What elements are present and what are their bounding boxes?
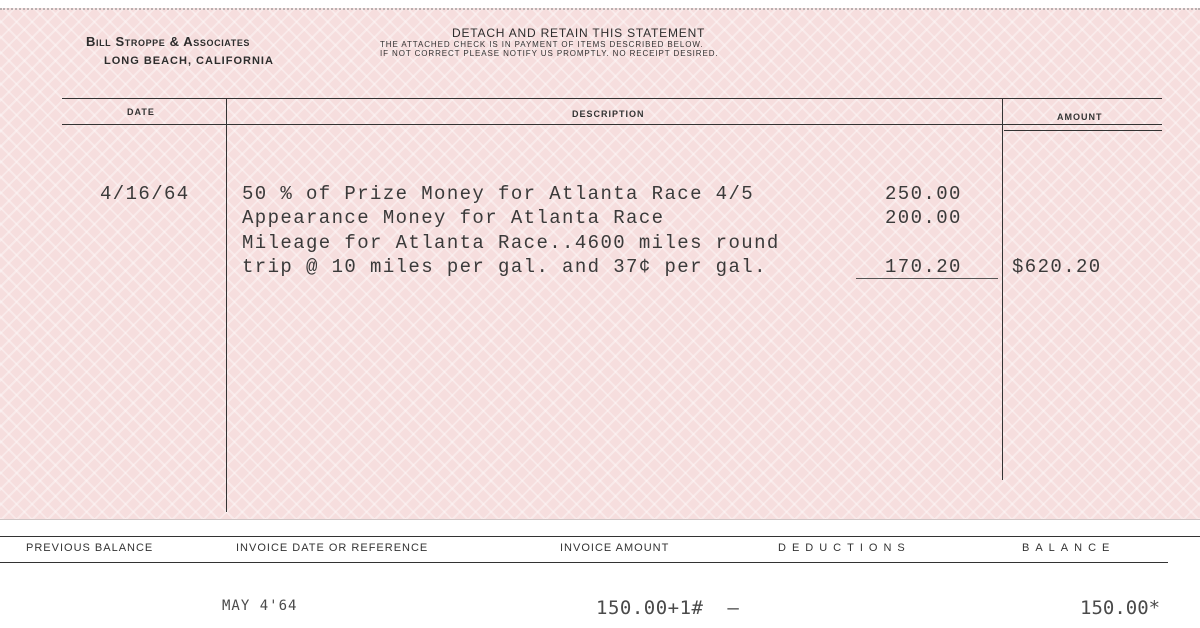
- perforation-bottom: [0, 519, 1200, 520]
- date-column-header: DATE: [127, 107, 155, 117]
- payment-notice-line-1: THE ATTACHED CHECK IS IN PAYMENT OF ITEMS DESCRIBED BELOW.: [380, 40, 704, 49]
- amount-column-header: AMOUNT: [1057, 112, 1103, 122]
- stamp-date: MAY 4'64: [222, 598, 298, 614]
- subtotal-underline: [856, 278, 998, 279]
- description-column-header: DESCRIPTION: [572, 109, 645, 119]
- previous-balance-header: PREVIOUS BALANCE: [26, 542, 154, 554]
- company-name: Bill Stroppe & Associates: [86, 34, 251, 49]
- company-city: LONG BEACH, CALIFORNIA: [104, 55, 274, 67]
- deductions-header: DEDUCTIONS: [778, 542, 911, 554]
- invoice-amount-header: INVOICE AMOUNT: [560, 542, 670, 554]
- amount-column-divider: [1002, 98, 1003, 480]
- stamp-calculation: 150.00+1# –: [596, 597, 740, 619]
- date-column-divider: [226, 98, 227, 512]
- total-amount: $620.20: [1012, 256, 1102, 278]
- entry-line-3: Mileage for Atlanta Race..4600 miles round: [242, 232, 780, 254]
- footer-header-rule: [0, 562, 1168, 563]
- entry-line-1: 50 % of Prize Money for Atlanta Race 4/5: [242, 183, 755, 205]
- entry-line-4: trip @ 10 miles per gal. and 37¢ per gal.: [242, 256, 767, 278]
- invoice-date-header: INVOICE DATE OR REFERENCE: [236, 542, 429, 554]
- entry-line-2: Appearance Money for Atlanta Race: [242, 207, 665, 229]
- line-amount-2: 200.00: [885, 207, 962, 229]
- payment-notice-line-2: IF NOT CORRECT PLEASE NOTIFY US PROMPTLY. NO RECEIPT DESIRED.: [380, 49, 719, 58]
- line-amount-4: 170.20: [885, 256, 962, 278]
- perforation-top: [0, 8, 1200, 10]
- table-top-rule: [62, 98, 1162, 99]
- amount-header-rule: [1004, 130, 1162, 131]
- table-header-rule: [62, 124, 1162, 125]
- line-amount-1: 250.00: [885, 183, 962, 205]
- entry-date: 4/16/64: [100, 183, 190, 205]
- stamp-balance: 150.00*: [1080, 597, 1161, 619]
- footer-top-rule: [0, 536, 1200, 537]
- balance-header: BALANCE: [1022, 542, 1116, 554]
- detach-notice: DETACH AND RETAIN THIS STATEMENT: [452, 26, 706, 40]
